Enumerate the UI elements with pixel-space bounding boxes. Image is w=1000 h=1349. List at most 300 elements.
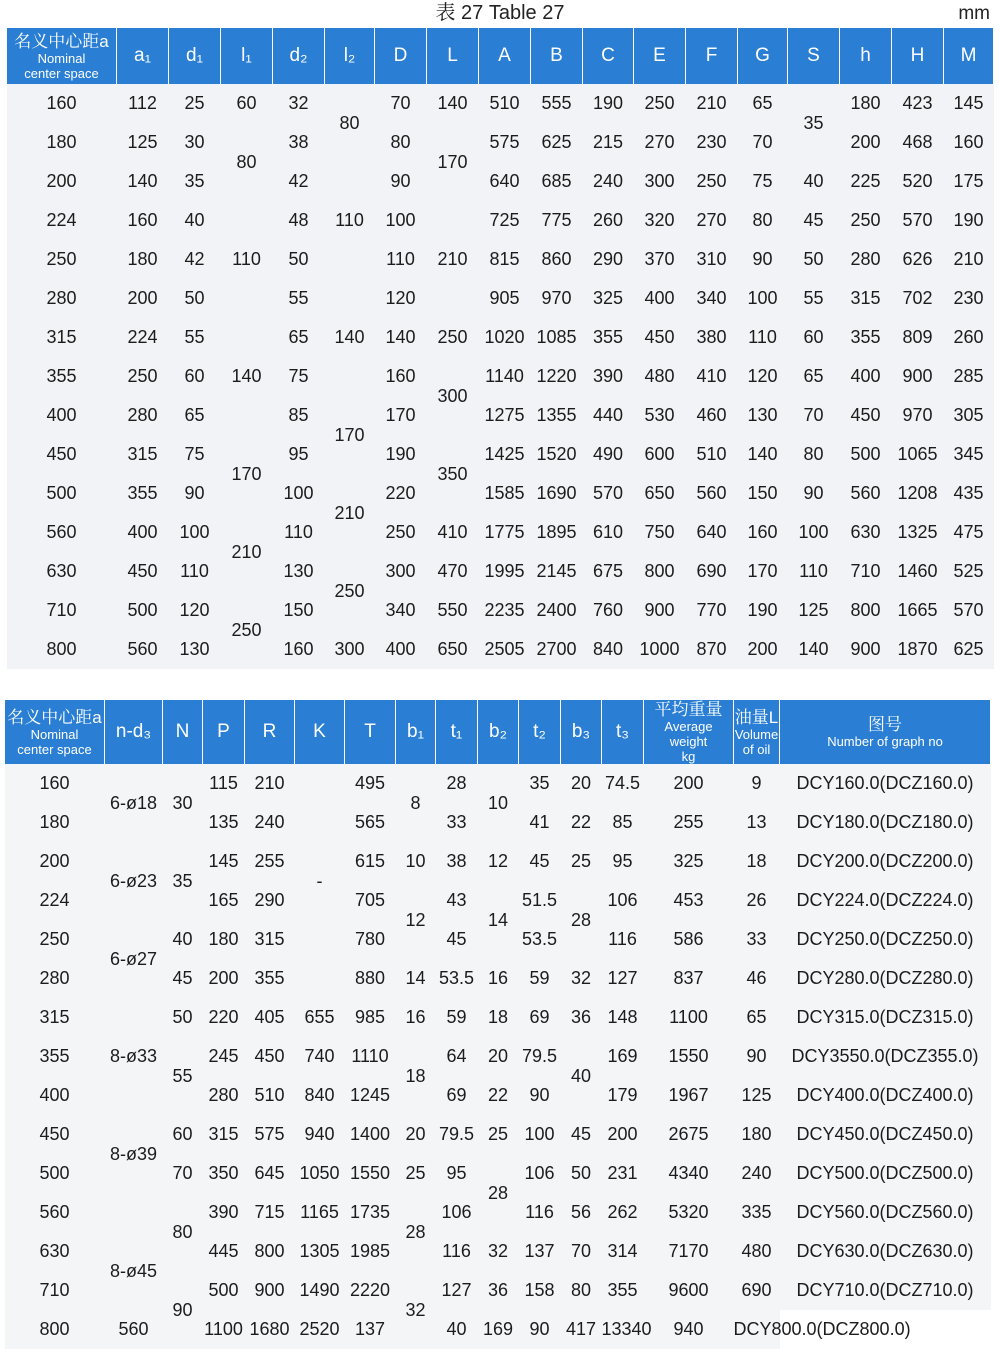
header-nominal-center	[7, 28, 117, 84]
cell-B: 1355	[536, 405, 577, 425]
header-l1: l₁	[221, 28, 273, 84]
header-h: h	[840, 28, 892, 84]
cell-B: 685	[541, 171, 572, 191]
cell-R: 450	[254, 1046, 285, 1066]
cell-F: 340	[696, 288, 727, 308]
cell-A: 1140	[485, 366, 524, 386]
cell-nd3: 8-ø39	[109, 1143, 158, 1164]
cell-C: 570	[592, 483, 624, 503]
cell-M: 570	[953, 600, 984, 620]
cell-F: 510	[696, 444, 727, 464]
cell-b3: 25	[570, 851, 592, 871]
cell-G: 70	[752, 132, 773, 152]
cell-B: 2145	[536, 561, 577, 581]
cell-graph-no: DCY560.0(DCZ560.0)	[796, 1202, 974, 1222]
cell-M: 145	[953, 93, 984, 113]
cell-H: 1065	[897, 444, 938, 464]
cell-R: 405	[254, 1007, 285, 1027]
cell-E: 800	[644, 561, 675, 581]
cell-t2: 106	[524, 1163, 555, 1183]
cell-D: 70	[390, 93, 411, 113]
cell-b3: 90	[529, 1319, 550, 1339]
cell-a1: 180	[127, 249, 158, 269]
cell-b1: 28	[405, 1221, 426, 1242]
cell-b3: 45	[570, 1124, 592, 1144]
cell-M: 345	[953, 444, 984, 464]
cell-l2: 170	[334, 424, 365, 445]
header-unit: kg	[681, 749, 696, 764]
cell-A: 1995	[484, 561, 525, 581]
cell-b3: 80	[570, 1280, 592, 1300]
table-row	[7, 279, 994, 318]
cell-t2: 69	[529, 1007, 550, 1027]
cell-t1: 53.5	[438, 968, 475, 988]
cell-graph-no: DCY800.0(DCZ800.0)	[733, 1319, 911, 1339]
cell-R: 575	[254, 1124, 285, 1144]
unit-label: mm	[958, 3, 990, 24]
cell-a: 355	[46, 366, 77, 386]
cell-b2: 40	[446, 1319, 467, 1339]
cell-M: 525	[953, 561, 984, 581]
cell-L: 170	[437, 151, 468, 172]
cell-oil: 125	[741, 1085, 772, 1105]
cell-a1: 355	[127, 483, 158, 503]
cell-a: 224	[39, 890, 70, 910]
cell-t3: 262	[607, 1202, 638, 1222]
cell-a1: 200	[127, 288, 158, 308]
cell-P: 445	[208, 1241, 239, 1261]
cell-D: 100	[385, 210, 416, 230]
cell-B: 555	[541, 93, 572, 113]
cell-d2: 130	[283, 561, 314, 581]
cell-a: 450	[39, 1124, 70, 1144]
cell-l2: 110	[335, 210, 364, 230]
cell-d2: 75	[288, 366, 309, 386]
cell-h: 355	[850, 327, 881, 347]
cell-t3: 231	[607, 1163, 638, 1183]
cell-t2: 45	[529, 851, 550, 871]
cell-h: 280	[850, 249, 881, 269]
cell-graph-no: DCY3550.0(DCZ355.0)	[791, 1046, 979, 1066]
cell-K: 740	[304, 1046, 335, 1066]
cell-weight: 1550	[668, 1046, 709, 1066]
cell-t1: 79.5	[438, 1124, 475, 1144]
cell-d2: 55	[288, 288, 309, 308]
table-row	[7, 162, 994, 201]
cell-F: 270	[696, 210, 727, 230]
cell-N: 30	[172, 792, 193, 813]
cell-S: 125	[798, 600, 829, 620]
cell-b3: 32	[570, 968, 592, 988]
cell-t1: 137	[354, 1319, 386, 1339]
cell-h: 180	[850, 93, 881, 113]
cell-weight: 586	[673, 929, 704, 949]
cell-b2: 12	[487, 851, 509, 871]
cell-H: 1325	[897, 522, 938, 542]
cell-P: 115	[209, 773, 238, 793]
cell-E: 320	[644, 210, 675, 230]
cell-d1: 42	[184, 249, 205, 269]
cell-P: 280	[208, 1085, 239, 1105]
cell-b2: 32	[487, 1241, 509, 1261]
cell-D: 80	[390, 132, 411, 152]
cell-a1: 450	[127, 561, 158, 581]
cell-a: 180	[46, 132, 77, 152]
cell-G: 200	[747, 639, 778, 659]
cell-T: 1400	[349, 1124, 391, 1144]
cell-L: 470	[437, 561, 468, 581]
cell-E: 400	[644, 288, 675, 308]
cell-N: 35	[172, 870, 193, 891]
cell-graph-no: DCY450.0(DCZ450.0)	[796, 1124, 974, 1144]
table-row	[5, 1310, 991, 1349]
cell-t3: 179	[607, 1085, 638, 1105]
cell-weight: 1100	[669, 1007, 708, 1027]
cell-T: 985	[354, 1007, 386, 1027]
cell-h: 315	[850, 288, 881, 308]
cell-t1: 64	[446, 1046, 467, 1066]
cell-graph-no: DCY315.0(DCZ315.0)	[796, 1007, 974, 1027]
cell-nd3: 8-ø33	[109, 1046, 158, 1066]
cell-b3: 22	[570, 812, 592, 832]
cell-E: 530	[644, 405, 675, 425]
cell-D: 170	[385, 405, 416, 425]
cell-T: 780	[354, 929, 386, 949]
cell-l2: 210	[334, 502, 365, 523]
cell-K: 655	[304, 1007, 335, 1027]
cell-t2: 35	[529, 773, 550, 793]
cell-nd3	[105, 1193, 163, 1232]
cell-D: 160	[385, 366, 416, 386]
cell-h: 630	[850, 522, 881, 542]
cell-T: 1735	[349, 1202, 391, 1222]
cell-S: 50	[803, 249, 824, 269]
cell-t3: 74.5	[604, 773, 641, 793]
cell-t2: 169	[482, 1319, 514, 1339]
table-row	[5, 842, 991, 881]
cell-l2: 250	[334, 580, 365, 601]
cell-d2: 50	[288, 249, 309, 269]
header-F: F	[686, 28, 738, 84]
header-A: A	[479, 28, 531, 84]
cell-H: 468	[902, 132, 933, 152]
header-C: C	[583, 28, 634, 84]
table-row	[5, 1115, 991, 1154]
cell-G: 130	[747, 405, 778, 425]
cell-oil: 26	[746, 890, 767, 910]
cell-oil: 46	[746, 968, 767, 988]
cell-F: 410	[696, 366, 727, 386]
cell-C: 440	[592, 405, 624, 425]
cell-S: 80	[803, 444, 824, 464]
cell-graph-no: DCY250.0(DCZ250.0)	[796, 929, 974, 949]
cell-h: 900	[850, 639, 881, 659]
cell-d1: 50	[184, 288, 205, 308]
header-nd3: n-d₃	[105, 700, 163, 764]
cell-M: 285	[953, 366, 984, 386]
cell-d1: 130	[179, 639, 210, 659]
cell-H: 626	[902, 249, 933, 269]
cell-b1: 18	[405, 1065, 426, 1086]
cell-B: 1520	[536, 444, 577, 464]
cell-N: 45	[172, 968, 193, 988]
cell-a: 355	[39, 1046, 70, 1066]
cell-G: 80	[752, 210, 773, 230]
cell-H: 809	[902, 327, 933, 347]
cell-t2: 100	[524, 1124, 555, 1144]
cell-a1: 400	[127, 522, 158, 542]
cell-M: 230	[953, 288, 984, 308]
header-t3: t₃	[602, 700, 644, 764]
cell-d1: 120	[179, 600, 210, 620]
cell-oil: 9	[751, 773, 762, 793]
cell-h: 500	[850, 444, 881, 464]
cell-a: 800	[39, 1319, 70, 1339]
cell-b1: 8	[410, 792, 421, 813]
cell-a: 224	[46, 210, 77, 230]
cell-h: 710	[850, 561, 881, 581]
cell-l2: 80	[339, 112, 360, 133]
cell-h: 250	[850, 210, 881, 230]
cell-L: 210	[437, 249, 468, 269]
cell-F: 870	[696, 639, 727, 659]
cell-a: 200	[39, 851, 70, 871]
cell-B: 970	[541, 288, 572, 308]
cell-K: 840	[304, 1085, 335, 1105]
header-B: B	[531, 28, 583, 84]
header-en: Nominal	[30, 726, 79, 742]
cell-weight: 4340	[668, 1163, 709, 1183]
cell-a1: 125	[127, 132, 158, 152]
cell-A: 2505	[484, 639, 525, 659]
cell-nd3: 6-ø27	[109, 948, 158, 969]
cell-H: 1665	[897, 600, 938, 620]
cell-S: 110	[799, 561, 828, 581]
mounting-table	[4, 700, 991, 1349]
cell-t3: 127	[607, 968, 638, 988]
cell-B: 1690	[536, 483, 577, 503]
cell-b2: 25	[487, 1124, 509, 1144]
cell-C: 390	[592, 366, 624, 386]
cell-R: 355	[254, 968, 285, 988]
header-average-weight	[644, 700, 734, 764]
cell-t3: 148	[607, 1007, 638, 1027]
cell-weight: 1967	[668, 1085, 709, 1105]
cell-nd3: 6-ø23	[109, 870, 158, 891]
cell-weight: 13340	[601, 1319, 652, 1339]
cell-t1: 106	[441, 1202, 472, 1222]
cell-b2: 14	[487, 909, 509, 930]
cell-A: 2235	[484, 600, 525, 620]
cell-h: 560	[850, 483, 881, 503]
cell-d2: 95	[288, 444, 309, 464]
cell-H: 520	[902, 171, 933, 191]
cell-D: 110	[386, 249, 415, 269]
header-graph-number	[780, 700, 991, 764]
dimensions-table	[6, 28, 994, 669]
cell-S: 70	[803, 405, 824, 425]
cell-l1: 250	[231, 619, 262, 640]
cell-weight: 837	[673, 968, 704, 988]
cell-E: 480	[644, 366, 675, 386]
cell-a: 280	[46, 288, 77, 308]
cell-T: 2520	[299, 1319, 340, 1339]
cell-graph-no: DCY200.0(DCZ200.0)	[796, 851, 974, 871]
cell-weight: 453	[673, 890, 704, 910]
cell-M: 435	[953, 483, 984, 503]
cell-F: 560	[696, 483, 727, 503]
cell-P: 200	[208, 968, 239, 988]
header-b1: b₁	[396, 700, 436, 764]
cell-F: 250	[696, 171, 727, 191]
cell-P: 165	[208, 890, 239, 910]
cell-E: 370	[644, 249, 675, 269]
cell-S: 100	[798, 522, 829, 542]
cell-a1: 224	[127, 327, 158, 347]
cell-b3: 36	[570, 1007, 592, 1027]
cell-N: 60	[172, 1124, 193, 1144]
cell-weight: 255	[673, 812, 704, 832]
cell-h: 450	[850, 405, 881, 425]
cell-M: 190	[953, 210, 984, 230]
cell-d2: 160	[283, 639, 314, 659]
header-G: G	[738, 28, 788, 84]
header-d1: d₁	[169, 28, 221, 84]
cell-l1: 210	[231, 541, 262, 562]
cell-weight: 9600	[668, 1280, 709, 1300]
table-row	[7, 318, 994, 357]
cell-C: 190	[592, 93, 624, 113]
cell-L: 550	[437, 600, 468, 620]
cell-d1: 40	[184, 210, 205, 230]
table-row	[7, 630, 994, 669]
cell-a: 200	[46, 171, 77, 191]
cell-A: 575	[489, 132, 520, 152]
cell-t3: 169	[607, 1046, 638, 1066]
cell-S: 90	[803, 483, 824, 503]
cell-S: 40	[803, 171, 824, 191]
header-R: R	[245, 700, 295, 764]
cell-E: 650	[644, 483, 675, 503]
cell-graph-no: DCY630.0(DCZ630.0)	[796, 1241, 974, 1261]
cell-b1: 20	[405, 1124, 426, 1144]
cell-L: 650	[437, 639, 468, 659]
cell-K: -	[316, 870, 323, 891]
cell-R: 255	[254, 851, 285, 871]
cell-a: 180	[39, 812, 70, 832]
cell-t2: 53.5	[521, 929, 558, 949]
cell-T: 880	[354, 968, 386, 988]
cell-b3: 56	[570, 1202, 592, 1222]
cell-t1: 38	[446, 851, 467, 871]
cell-E: 900	[644, 600, 675, 620]
cell-B: 1085	[536, 327, 577, 347]
cell-R: 510	[254, 1085, 285, 1105]
cell-N: 90	[172, 1299, 193, 1320]
cell-t2: 59	[529, 968, 550, 988]
cell-F: 640	[696, 522, 727, 542]
table-row	[7, 84, 994, 123]
table-title: 表 27 Table 27	[435, 2, 565, 24]
cell-M: 160	[953, 132, 984, 152]
cell-graph-no: DCY180.0(DCZ180.0)	[796, 812, 974, 832]
cell-d2: 38	[288, 132, 309, 152]
cell-b2: 20	[487, 1046, 509, 1066]
header-L: L	[427, 28, 479, 84]
cell-t3: 355	[607, 1280, 638, 1300]
table-row	[7, 474, 994, 513]
table-row	[7, 396, 994, 435]
header-cn: 油量L	[734, 707, 779, 727]
cell-E: 750	[644, 522, 675, 542]
cell-h: 200	[850, 132, 881, 152]
cell-d1: 110	[180, 561, 209, 581]
table-header-row	[7, 28, 994, 84]
header-en: center space	[24, 65, 99, 81]
cell-A: 725	[489, 210, 520, 230]
cell-l1: 140	[231, 366, 262, 386]
header-oil-volume	[734, 700, 780, 764]
cell-B: 625	[541, 132, 572, 152]
cell-b3: 40	[570, 1065, 592, 1086]
cell-C: 240	[592, 171, 624, 191]
cell-b2: 28	[487, 1182, 509, 1203]
cell-a1: 112	[128, 93, 157, 113]
cell-d2: 32	[288, 93, 309, 113]
cell-h: 800	[850, 600, 881, 620]
cell-weight: 7170	[668, 1241, 709, 1261]
cell-d1: 35	[184, 171, 205, 191]
cell-S: 35	[803, 112, 824, 133]
cell-M: 475	[953, 522, 984, 542]
cell-P: 135	[208, 812, 239, 832]
cell-a: 560	[46, 522, 77, 542]
cell-R: 800	[254, 1241, 285, 1261]
cell-a: 250	[39, 929, 70, 949]
cell-d1: 25	[184, 93, 205, 113]
cell-t1: 45	[446, 929, 467, 949]
cell-T: 1985	[349, 1241, 391, 1261]
cell-G: 160	[747, 522, 778, 542]
cell-R: 900	[254, 1280, 285, 1300]
cell-oil: 335	[741, 1202, 772, 1222]
cell-T: 1550	[349, 1163, 391, 1183]
cell-t3: 200	[607, 1124, 638, 1144]
cell-oil: 180	[741, 1124, 772, 1144]
cell-a1: 160	[127, 210, 158, 230]
header-b3: b₃	[561, 700, 602, 764]
cell-N: 70	[172, 1163, 193, 1183]
cell-a: 280	[39, 968, 70, 988]
cell-b2: 22	[487, 1085, 509, 1105]
cell-d1: 55	[184, 327, 205, 347]
header-N: N	[163, 700, 203, 764]
header-en: Nominal	[37, 50, 86, 66]
cell-N: 55	[172, 1065, 193, 1086]
cell-D: 340	[385, 600, 416, 620]
cell-t3: 314	[607, 1241, 638, 1261]
cell-T: 495	[354, 773, 386, 793]
cell-K: 1680	[249, 1319, 290, 1339]
cell-B: 2700	[536, 639, 577, 659]
cell-S: 60	[803, 327, 824, 347]
cell-t3: 116	[608, 929, 637, 949]
cell-C: 325	[592, 288, 624, 308]
header-en: center space	[17, 741, 92, 757]
cell-R: 645	[254, 1163, 285, 1183]
cell-H: 702	[902, 288, 933, 308]
cell-d2: 85	[288, 405, 309, 425]
